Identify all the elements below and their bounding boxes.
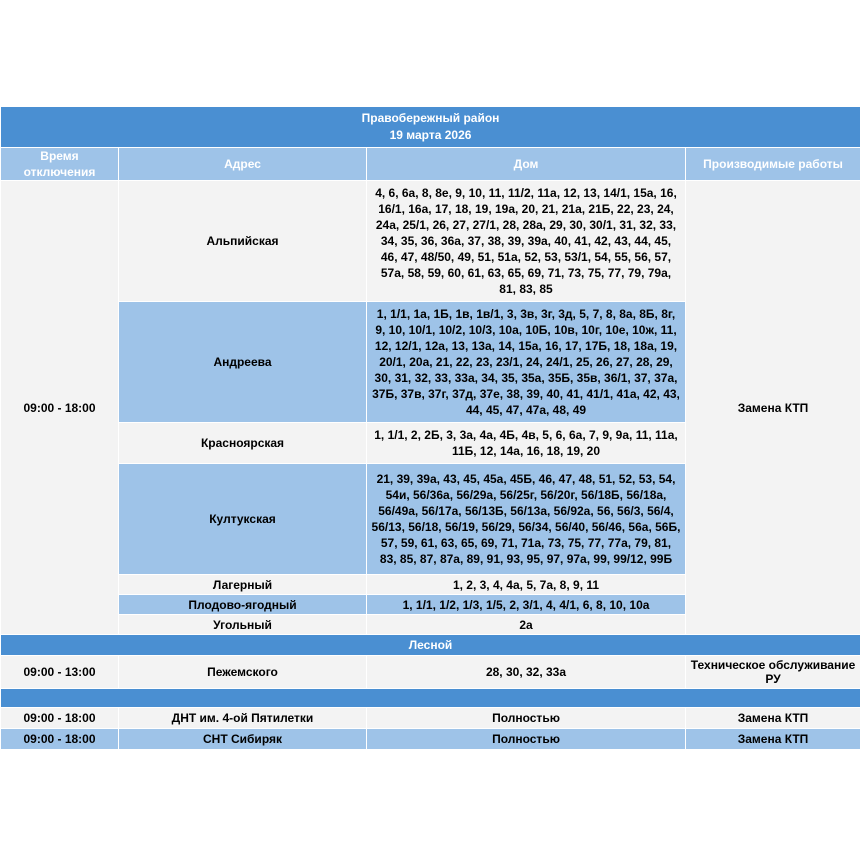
address-cell: Плодово-ягодный [119, 595, 367, 615]
district-name: Правобережный район [361, 111, 500, 125]
column-header-row [1, 148, 860, 181]
houses-cell: Полностью [367, 708, 686, 729]
address-cell: Андреева [119, 302, 367, 423]
table-title [1, 107, 860, 148]
address-cell: Альпийская [119, 181, 367, 302]
houses-cell: 1, 1/1, 1/2, 1/3, 1/5, 2, 3/1, 4, 4/1, 6, 8, 10, 10а [367, 595, 686, 615]
address-cell: Лагерный [119, 575, 367, 595]
houses-cell: 1, 1/1, 2, 2Б, 3, 3а, 4а, 4Б, 4в, 5, 6, 6а, 7, 9, 9а, 11, 11а, 11Б, 12, 14а, 16, 18, 19, 20 [367, 423, 686, 464]
houses-cell: 1, 2, 3, 4, 4а, 5, 7а, 8, 9, 11 [367, 575, 686, 595]
houses-cell: 2а [367, 615, 686, 635]
work-cell: Техническое обслуживание РУ [686, 656, 860, 689]
work-cell: Замена КТП [686, 181, 860, 635]
table-title-row [1, 107, 860, 148]
time-cell: 09:00 - 18:00 [1, 729, 119, 750]
table-row [1, 708, 860, 729]
section-row [1, 635, 860, 656]
spacer-row [1, 689, 860, 708]
table-row [1, 656, 860, 689]
table-row [1, 181, 860, 302]
date-label: 19 марта 2026 [389, 128, 472, 142]
column-header-work: Производимые работы [686, 148, 860, 181]
address-cell: Угольный [119, 615, 367, 635]
time-cell: 09:00 - 13:00 [1, 656, 119, 689]
section-title: Лесной [1, 635, 860, 656]
column-header-address: Адрес [119, 148, 367, 181]
address-cell: СНТ Сибиряк [119, 729, 367, 750]
spacer-cell [1, 689, 860, 708]
column-header-house: Дом [367, 148, 686, 181]
address-cell: Култукская [119, 464, 367, 575]
time-cell: 09:00 - 18:00 [1, 708, 119, 729]
address-cell: Пежемского [119, 656, 367, 689]
houses-cell: 1, 1/1, 1а, 1Б, 1в, 1в/1, 3, 3в, 3г, 3д, 5, 7, 8, 8а, 8Б, 8г, 9, 10, 10/1, 10/2, 10/3, 10а, 10Б, 10в, 10г, 10е, 10ж, 11, 12, 12/1, 12а, 13, 13а, 14, 15а, 16, 17, 17Б, 18, 18а, 19, 20/1, 20а, 21, 22, 23, 23/1, 24, 24/1, 25, 26, 27, 28, 29, 30, 31, 32, 33, 33а, 34, 35, 35а, 35Б, 35в, 36/1, 37, 37а, 37Б, 37в, 37г, 37д, 37е, 38, 39, 40, 41, 41/1, 41а, 42, 43, 44, 45, 47, 47а, 48, 49 [367, 302, 686, 423]
work-cell: Замена КТП [686, 729, 860, 750]
outage-table-container [0, 106, 860, 750]
address-cell: Красноярская [119, 423, 367, 464]
houses-cell: 4, 6, 6а, 8, 8е, 9, 10, 11, 11/2, 11а, 12, 13, 14/1, 15а, 16, 16/1, 16а, 17, 18, 19, 19а, 20, 21, 21а, 21Б, 22, 23, 24, 24а, 25/1, 26, 27, 27/1, 28, 28а, 29, 30, 30/1, 31, 32, 33, 34, 35, 36, 36а, 37, 38, 39, 39а, 40, 41, 42, 43, 44, 45, 46, 47, 48/50, 49, 51, 51а, 52, 53, 53/1, 54, 55, 56, 57, 57а, 58, 59, 60, 61, 63, 65, 69, 71, 73, 75, 77, 79, 79а, 81, 83, 85 [367, 181, 686, 302]
houses-cell: 21, 39, 39а, 43, 45, 45а, 45Б, 46, 47, 48, 51, 52, 53, 54, 54и, 56/36а, 56/29а, 56/25г, 56/20г, 56/18Б, 56/18а, 56/49а, 56/17а, 56/13Б, 56/13а, 56/92а, 56, 56/3, 56/4, 56/13, 56/18, 56/19, 56/29, 56/34, 56/40, 56/46, 56а, 56Б, 57, 59, 61, 63, 65, 69, 71, 71а, 73, 75, 77, 77а, 79, 81, 83, 85, 87, 87а, 89, 91, 93, 95, 97, 97а, 99, 99/12, 99Б [367, 464, 686, 575]
work-cell: Замена КТП [686, 708, 860, 729]
houses-cell: Полностью [367, 729, 686, 750]
address-cell: ДНТ им. 4-ой Пятилетки [119, 708, 367, 729]
table-row [1, 729, 860, 750]
outage-table [0, 106, 860, 750]
column-header-time: Время отключения [1, 148, 119, 181]
houses-cell: 28, 30, 32, 33а [367, 656, 686, 689]
time-cell: 09:00 - 18:00 [1, 181, 119, 635]
